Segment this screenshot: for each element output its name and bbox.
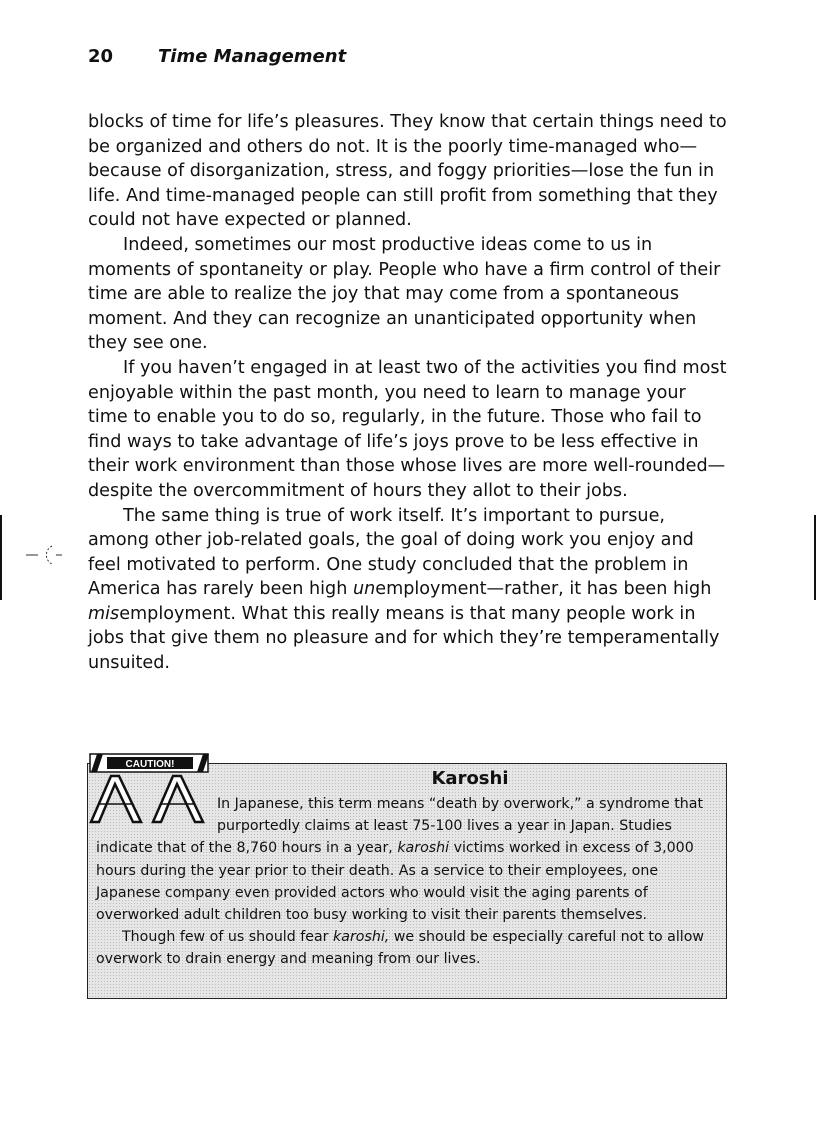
- paragraph-4-part-a: The same thing is true of work itself. It’s important to pursue, among other job-related goals, the goal of doing work you enjoy and feel motivated to perform. One study concluded that the problem in America has rarely been high: [88, 505, 694, 600]
- emphasis-un: un: [352, 579, 376, 600]
- sidebar-p2-part-b: we should be especially careful not to allow overwork to drain energy and meaning from our lives.: [96, 929, 705, 968]
- emphasis-mis: mis: [88, 603, 120, 624]
- body-text: [88, 110, 728, 676]
- sidebar-title: Karoshi: [431, 768, 509, 789]
- sidebar-p1-part-a: In Japanese, this term means “death by overwork,” a syndrome that purportedly claims at least 75-100 lives a year in Japan. Studies indicate that of the 8,760 hours in a year,: [96, 796, 704, 857]
- sidebar-p1-part-b: victims worked in excess of 3,000 hours during the year prior to their death. As a service to their employees, one Japanese company even provided actors who would visit the aging parents of overworked adult children too busy working to visit their parents themselves.: [96, 840, 694, 924]
- icon-spacer: [96, 793, 217, 837]
- crop-mark-left: [0, 515, 2, 600]
- registration-mark-icon: [26, 543, 76, 573]
- sidebar-text: [96, 793, 720, 971]
- emphasis-karoshi-2: karoshi,: [333, 929, 390, 946]
- emphasis-karoshi: karoshi: [397, 840, 450, 857]
- running-head: [88, 46, 346, 67]
- paragraph-4-part-c: employment. What this really means is that many people work in jobs that give them no pleasure and for which they’re temperamentally unsuited.: [88, 603, 720, 674]
- paragraph-1: blocks of time for life’s pleasures. They know that certain things need to be organized and others do not. It is the poorly time-managed who—because of disorganization, stress, and foggy priorities—lose the fun in life. And time-managed people can still profit from something that they could not have expected or planned.: [88, 112, 727, 231]
- paragraph-2: Indeed, sometimes our most productive ideas come to us in moments of spontaneity or play. People who have a firm control of their time are able to realize the joy that may come from a spontaneous moment. And they can recognize an unanticipated opportunity when they see one.: [88, 234, 721, 354]
- chapter-title: Time Management: [158, 46, 347, 67]
- paragraph-4: [88, 504, 728, 676]
- sidebar-paragraph-2: [96, 926, 720, 970]
- paragraph-4-part-b: employment—rather, it has been high: [375, 579, 712, 600]
- caution-label: CAUTION!: [125, 759, 175, 770]
- paragraph-3: If you haven’t engaged in at least two of the activities you find most enjoyable within the past month, you need to learn to manage your time to enable you to do so, regularly, in the future. Those who fail to find ways to take advantage of life’s joys prove to be less effective in their work environment than those whose lives are more well-rounded—despite the overcommitment of hours they allot to their jobs.: [88, 357, 727, 501]
- page-number: 20: [88, 46, 114, 67]
- sidebar-p2-part-a: Though few of us should fear: [122, 929, 334, 946]
